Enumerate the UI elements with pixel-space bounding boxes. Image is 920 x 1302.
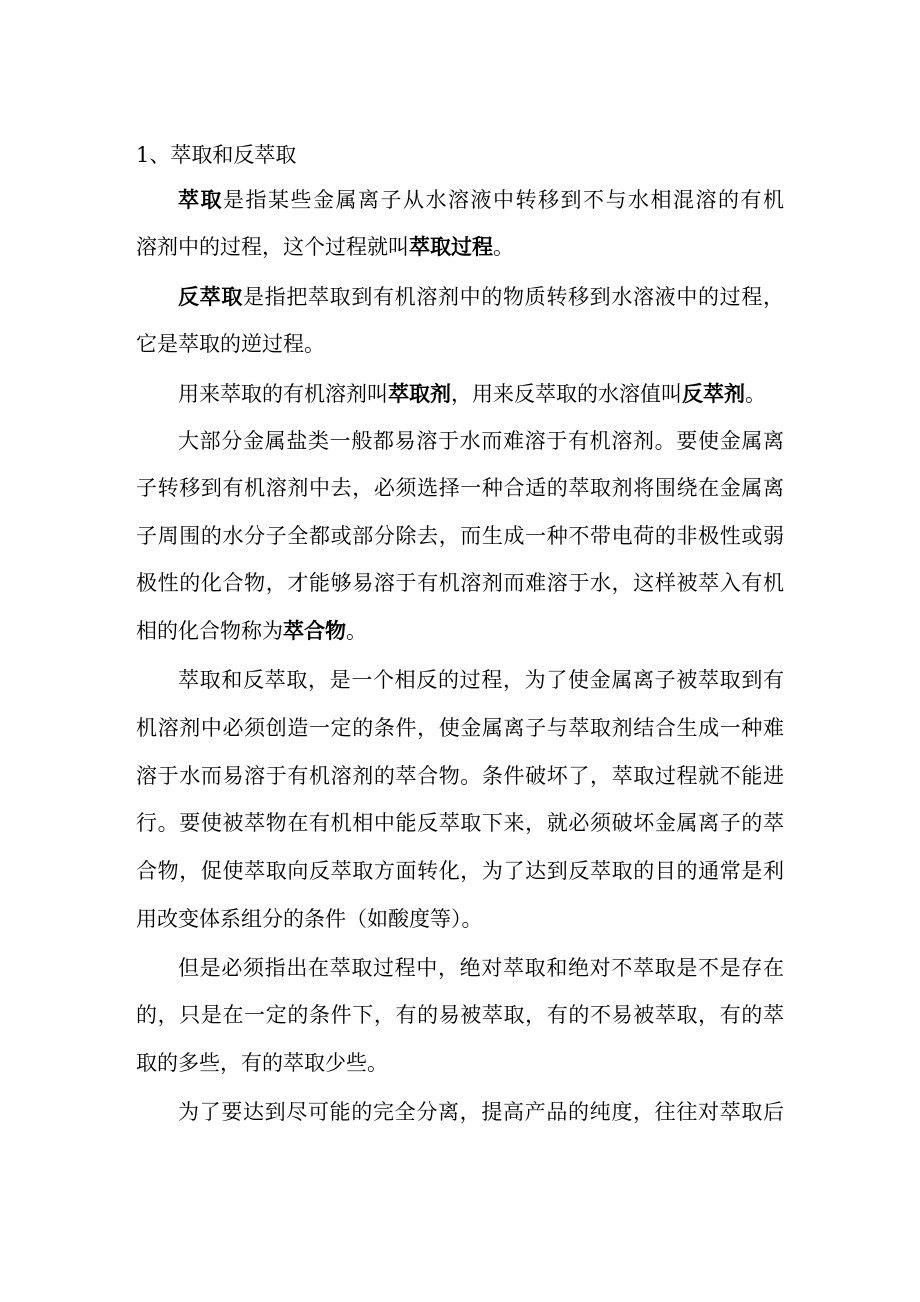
text-run: 萃取和反萃取，是一个相反的过程，为了使金属离子被萃取到有 — [178, 668, 784, 692]
text-run: 但是必须指出在萃取过程中，绝对萃取和绝对不萃取是不是存在 — [178, 956, 784, 980]
text-run: 取的多些，有的萃取少些。 — [136, 1051, 388, 1075]
text-run: 溶于水而易溶于有机溶剂的萃合物。条件破坏了，萃取过程就不能进 — [136, 764, 784, 788]
text-run: 行。要使被萃物在有机相中能反萃取下来，就必须破坏金属离子的萃 — [136, 811, 784, 835]
text-run: 机溶剂中必须创造一定的条件，使金属离子与萃取剂结合生成一种难 — [136, 716, 784, 740]
bold-term: 萃合物 — [283, 619, 346, 643]
text-run: 合物，促使萃取向反萃取方面转化，为了达到反萃取的目的通常是利 — [136, 859, 784, 883]
bold-term: 反萃剂 — [682, 382, 745, 406]
text-run: 。 — [346, 619, 367, 643]
paragraph-7-line-1 — [178, 1097, 784, 1127]
bold-term: 萃取 — [178, 188, 223, 212]
text-run: 它是萃取的逆过程。 — [136, 332, 325, 356]
text-run: 溶剂中的过程，这个过程就叫 — [136, 235, 409, 259]
paragraph-1-line-2 — [136, 232, 514, 262]
paragraph-4-line-5 — [136, 616, 367, 646]
text-run: 。 — [745, 382, 766, 406]
bold-term: 反萃取 — [178, 285, 243, 309]
text-run: 用改变体系组分的条件（如酸度等）。 — [136, 907, 483, 931]
text-run: 的，只是在一定的条件下，有的易被萃取，有的不易被萃取，有的萃 — [136, 1003, 784, 1027]
paragraph-5-line-1 — [178, 665, 784, 695]
paragraph-6-line-3 — [136, 1048, 388, 1078]
paragraph-5-line-5 — [136, 856, 784, 886]
text-run: 相的化合物称为 — [136, 619, 283, 643]
text-run: 极性的化合物，才能够易溶于有机溶剂而难溶于水，这样被萃入有机 — [136, 571, 784, 595]
text-run: 子周围的水分子全都或部分除去，而生成一种不带电荷的非极性或弱 — [136, 524, 784, 548]
text-run: 。 — [493, 235, 514, 259]
text-run: 是指把萃取到有机溶剂中的物质转移到水溶液中的过程， — [243, 285, 784, 309]
paragraph-5-line-4 — [136, 808, 784, 838]
paragraph-5-line-6 — [136, 904, 483, 934]
text-run: 是指某些金属离子从水溶液中转移到不与水相混溶的有机 — [223, 188, 784, 212]
text-run: 用来萃取的有机溶剂叫 — [178, 382, 388, 406]
paragraph-5-line-2 — [136, 713, 784, 743]
paragraph-6-line-1 — [178, 953, 784, 983]
paragraph-3-line-1 — [178, 379, 766, 409]
text-run: 子转移到有机溶剂中去，必须选择一种合适的萃取剂将围绕在金属离 — [136, 476, 784, 500]
text-run: 为了要达到尽可能的完全分离，提高产品的纯度，往往对萃取后 — [178, 1100, 784, 1124]
text-run: 大部分金属盐类一般都易溶于水而难溶于有机溶剂。要使金属离 — [178, 429, 784, 453]
paragraph-4-line-1 — [178, 426, 784, 456]
paragraph-4-line-2 — [136, 473, 784, 503]
paragraph-4-line-4 — [136, 568, 784, 598]
bold-term: 萃取剂 — [388, 382, 451, 406]
paragraph-2-line-2 — [136, 329, 325, 359]
bold-term: 萃取过程 — [409, 235, 493, 259]
paragraph-4-line-3 — [136, 521, 784, 551]
paragraph-6-line-2 — [136, 1000, 784, 1030]
paragraph-5-line-3 — [136, 761, 784, 791]
section-heading: 1、萃取和反萃取 — [136, 143, 297, 167]
paragraph-2-line-1 — [178, 282, 784, 312]
text-run: ，用来反萃取的水溶值叫 — [451, 382, 682, 406]
paragraph-1-line-1 — [178, 185, 784, 215]
